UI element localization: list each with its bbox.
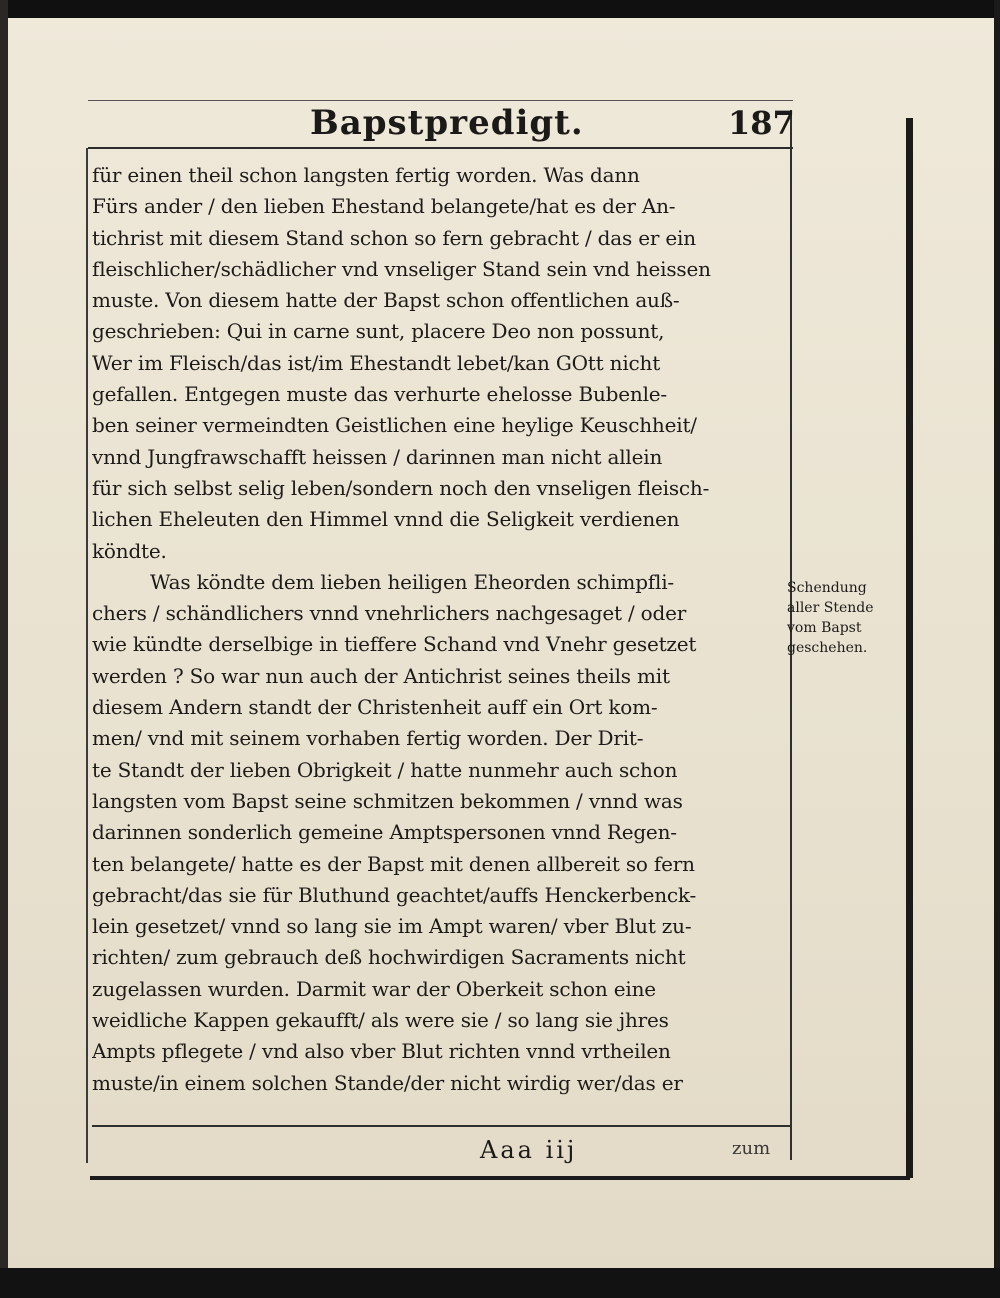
text-line: ten belangete/ hatte es der Bapst mit denen allbereit so fern xyxy=(92,851,695,876)
text-line: men/ vnd mit seinem vorhaben fertig worden. Der Drit- xyxy=(92,726,644,751)
text-line: weidliche Kappen gekaufft/ als were sie / so lang sie jhres xyxy=(92,1008,669,1033)
marginal-note-line: vom Bapst xyxy=(787,620,862,636)
book-cover-edge-top xyxy=(0,0,1000,18)
text-line: vnnd Jungfrawschafft heissen / darinnen man nicht allein xyxy=(92,444,663,469)
text-column-rule-left xyxy=(86,148,88,1163)
text-line: zugelassen wurden. Darmit war der Oberkeit schon eine xyxy=(92,976,656,1001)
text-line: fleischlicher/schädlicher vnd vnseliger Stand sein vnd heissen xyxy=(92,256,711,281)
text-line: richten/ zum gebrauch deß hochwirdigen Sacraments nicht xyxy=(92,945,686,970)
header-rule xyxy=(88,147,793,149)
marginal-note-line: geschehen. xyxy=(787,640,868,656)
text-line: tichrist mit diesem Stand schon so fern gebracht / das er ein xyxy=(92,225,696,250)
catchword: zum xyxy=(732,1138,771,1159)
text-line: te Standt der lieben Obrigkeit / hatte nunmehr auch schon xyxy=(92,757,678,782)
text-line: chers / schändlichers vnnd vnehrlichers nachgesaget / oder xyxy=(92,601,687,626)
text-line: Fürs ander / den lieben Ehestand belangete/hat es der An- xyxy=(92,194,676,219)
signature-mark: Aaa iij xyxy=(480,1136,578,1164)
marginal-note-line: aller Stende xyxy=(787,600,874,616)
page-number: 187 xyxy=(728,104,795,142)
text-line: werden ? So war nun auch der Antichrist seines theils mit xyxy=(92,663,670,688)
text-line: für einen theil schon langsten fertig worden. Was dann xyxy=(92,163,640,187)
marginal-note-line: Schendung xyxy=(787,580,867,596)
book-cover-edge-right xyxy=(994,0,1000,1298)
text-line: darinnen sonderlich gemeine Amptspersonen vnnd Regen- xyxy=(92,820,677,845)
text-line: geschrieben: Qui in carne sunt, placere Deo non possunt, xyxy=(92,319,665,344)
body-text xyxy=(92,160,788,1099)
text-line: muste. Von diesem hatte der Bapst schon offentlichen auß- xyxy=(92,288,680,313)
running-title: Bapstpredigt. xyxy=(310,103,584,143)
print-frame-bottom xyxy=(90,1176,910,1180)
text-line: lichen Eheleuten den Himmel vnnd die Seligkeit verdienen xyxy=(92,507,680,532)
header-rule-upper xyxy=(88,100,793,101)
text-line: wie kündte derselbige in tieffere Schand vnd Vnehr gesetzet xyxy=(92,632,697,657)
text-line: langsten vom Bapst seine schmitzen bekommen / vnnd was xyxy=(92,788,683,813)
text-line: Ampts pflegete / vnd also vber Blut richten vnnd vrtheilen xyxy=(92,1039,671,1064)
marginal-note xyxy=(787,578,915,658)
text-line: lein gesetzet/ vnnd so lang sie im Ampt waren/ vber Blut zu- xyxy=(92,914,692,939)
text-line: für sich selbst selig leben/sondern noch den vnseligen fleisch- xyxy=(92,475,710,500)
footer-rule xyxy=(92,1125,792,1127)
book-cover-edge-bottom xyxy=(0,1268,1000,1298)
text-line: ben seiner vermeindten Geistlichen eine heylige Keuschheit/ xyxy=(92,413,697,438)
text-line: köndte. xyxy=(92,538,167,563)
text-line: diesem Andern standt der Christenheit auff ein Ort kom- xyxy=(92,695,658,720)
text-line: gebracht/das sie für Bluthund geachtet/auffs Henckerbenck- xyxy=(92,882,697,907)
text-line: muste/in einem solchen Stande/der nicht wirdig wer/das er xyxy=(92,1070,683,1095)
text-line: Wer im Fleisch/das ist/im Ehestandt lebet/kan GOtt nicht xyxy=(92,350,661,375)
text-line: gefallen. Entgegen muste das verhurte ehelosse Bubenle- xyxy=(92,382,667,407)
text-line-paragraph-start: Was köndte dem lieben heiligen Eheorden schimpfli- xyxy=(150,569,674,594)
book-cover-edge-left xyxy=(0,0,8,1298)
